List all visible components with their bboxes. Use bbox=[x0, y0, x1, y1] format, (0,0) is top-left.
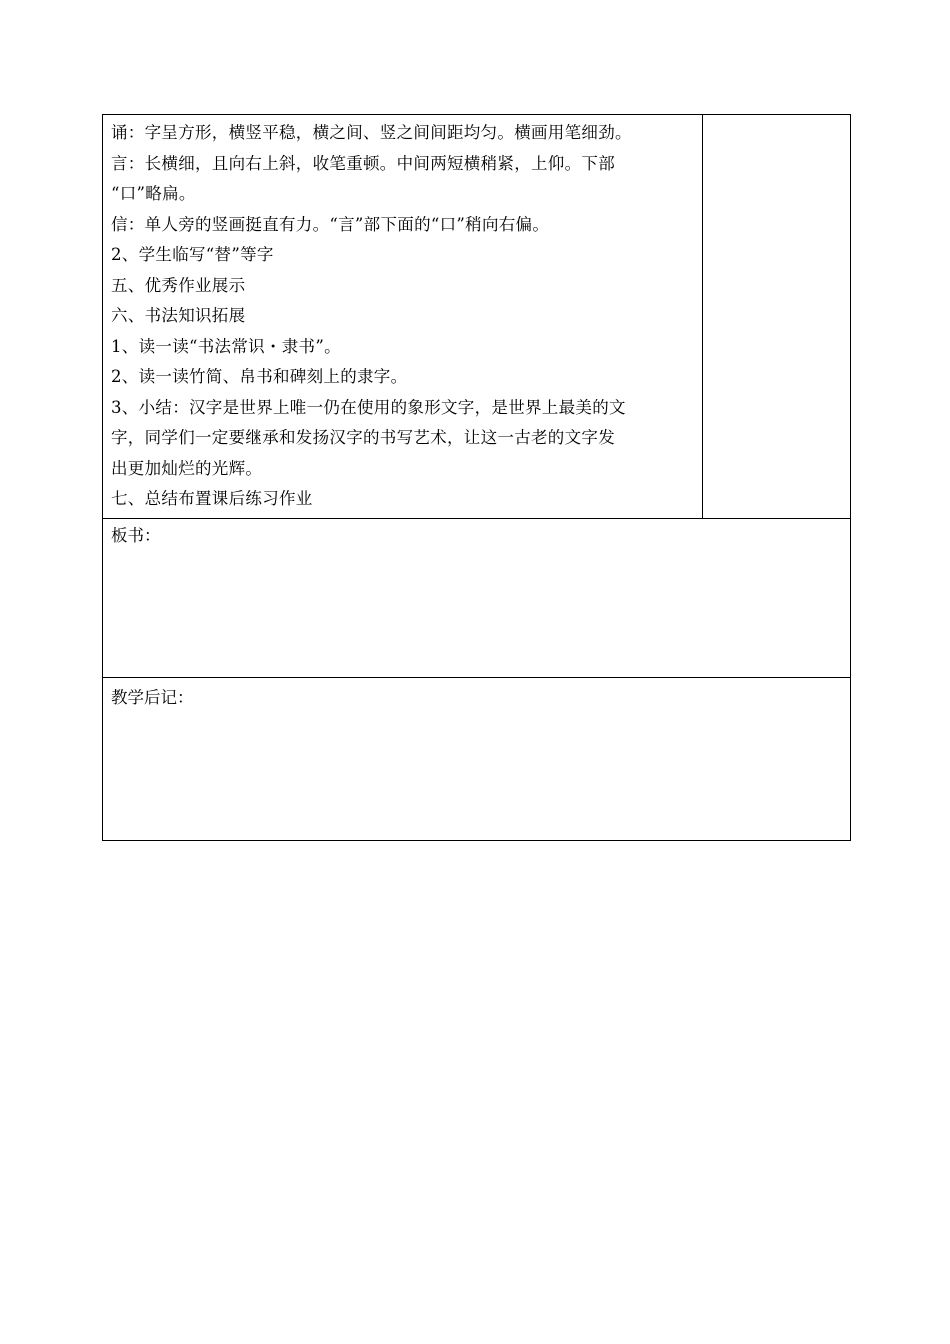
content-line: 2、学生临写“替”等字 bbox=[111, 245, 274, 264]
content-line: 信：单人旁的竖画挺直有力。“言”部下面的“口”稍向右偏。 bbox=[111, 214, 550, 234]
content-line: 1、读一读“书法常识・隶书”。 bbox=[111, 336, 341, 356]
blackboard-row bbox=[103, 518, 851, 677]
teaching-notes-cell bbox=[103, 677, 851, 840]
content-line: 出更加灿烂的光辉。 bbox=[111, 458, 263, 478]
blackboard-cell bbox=[103, 518, 851, 677]
side-notes-cell bbox=[703, 115, 851, 519]
content-line: 3、小结：汉字是世界上唯一仍在使用的象形文字，是世界上最美的文 bbox=[111, 397, 626, 417]
content-line: 2、读一读竹简、帛书和碑刻上的隶字。 bbox=[111, 367, 408, 386]
blackboard-label: 板书： bbox=[111, 525, 161, 545]
teaching-notes-label: 教学后记： bbox=[111, 687, 194, 707]
content-line: 诵：字呈方形，横竖平稳，横之间、竖之间间距均匀。横画用笔细劲。 bbox=[111, 123, 632, 142]
content-line: 六、书法知识拓展 bbox=[111, 306, 246, 325]
teaching-content-cell bbox=[103, 115, 703, 519]
content-line: 字，同学们一定要继承和发扬汉字的书写艺术，让这一古老的文字发 bbox=[111, 428, 615, 447]
lesson-plan-table bbox=[102, 114, 851, 841]
content-line: 言：长横细，且向右上斜，收笔重顿。中间两短横稍紧，上仰。下部 bbox=[111, 153, 615, 173]
content-line: “口”略扁。 bbox=[111, 184, 196, 203]
content-line: 五、优秀作业展示 bbox=[111, 275, 246, 295]
teaching-notes-row bbox=[103, 677, 851, 840]
content-line: 七、总结布置课后练习作业 bbox=[111, 489, 313, 508]
teaching-content-row bbox=[103, 115, 851, 519]
